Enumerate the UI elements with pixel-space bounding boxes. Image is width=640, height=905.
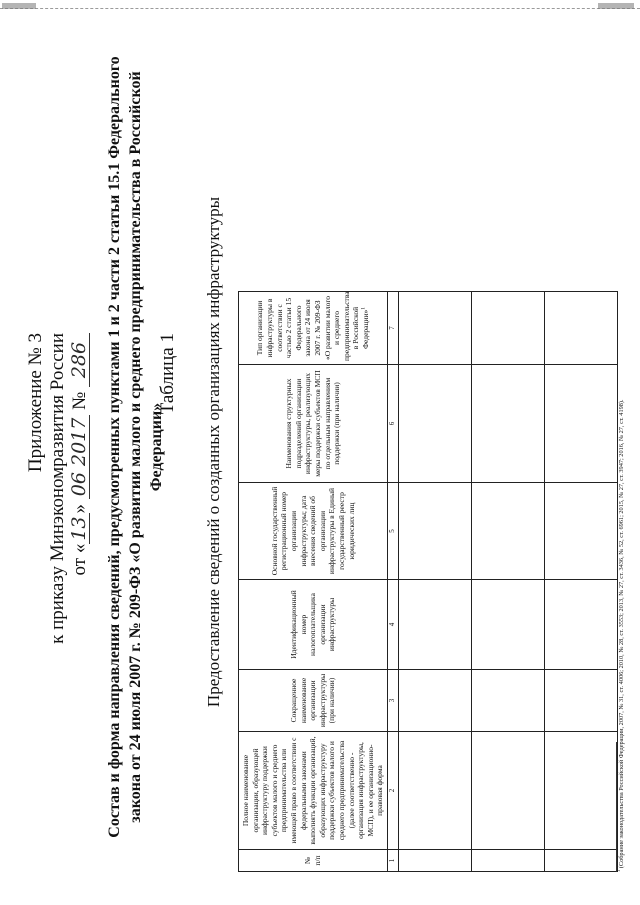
header-cell-text: Тип организации инфраструктуры в соответствии с частью 2 статьи 15 Федерального закона от 24 июля 2007 г. № 209-ФЗ «О развитии малого и среднего предпринимательства в Российской Федерации»	[255, 291, 370, 361]
annex-date-line	[69, 333, 91, 575]
infrastructure-table	[238, 291, 618, 872]
scan-edge-line	[0, 8, 640, 9]
rotated-document-sheet	[20, 17, 625, 887]
header-cell: Сокращенное наименование организации инфраструктуры (при наличии)	[239, 670, 388, 732]
header-cell: Основной государственный регистрационный номер организации инфраструктуры; дата внесения сведений об организации инфраструктуры в Единый государственный реестр юридических лиц	[239, 483, 388, 580]
table-row-empty	[471, 292, 544, 872]
date-prefix: от «	[69, 543, 90, 576]
table-header-row	[239, 292, 388, 872]
table-cell	[398, 850, 471, 872]
table-cell	[398, 670, 471, 732]
table-cell	[544, 365, 617, 483]
table-cell	[398, 365, 471, 483]
table-cell	[398, 483, 471, 580]
table-cell	[398, 292, 471, 365]
table-cell	[544, 732, 617, 850]
footnote	[615, 399, 626, 872]
table-cell	[398, 732, 471, 850]
date-quote: »	[69, 503, 90, 514]
header-cell-with-footnote	[239, 292, 388, 365]
table-cell	[398, 580, 471, 670]
table-cell	[544, 670, 617, 732]
table-cell	[544, 483, 617, 580]
column-number: 5	[387, 483, 398, 580]
table-cell	[471, 483, 544, 580]
table-row-empty	[544, 292, 617, 872]
header-cell: № п/п	[239, 850, 388, 872]
header-cell: Идентификационный номер налогоплательщика организации инфраструктуры	[239, 580, 388, 670]
table-cell	[544, 850, 617, 872]
table-cell	[471, 732, 544, 850]
column-number: 6	[387, 365, 398, 483]
table-cell	[471, 292, 544, 365]
footnote-mark: 1	[615, 869, 621, 872]
column-number: 3	[387, 670, 398, 732]
header-cell: Наименования структурных подразделений организации инфраструктуры, реализующих меры поддержки субъектов МСП по отдельным направлениям поддержки (при наличии)	[239, 365, 388, 483]
table-cell	[544, 292, 617, 365]
table-label: Таблица 1	[157, 333, 178, 415]
document-title: Состав и форма направления сведений, предусмотренных пунктами 1 и 2 части 2 статьи 15.1 Федерального закона от 24 июля 2007 г. № 209-ФЗ «О развитии малого и среднего предпринимательства в Российской Федерации»	[106, 56, 165, 838]
header-cell: Полное наименование организации, образующей инфраструктуру поддержки субъектов малого и среднего предпринимательства или имеющей право в соответствии с федеральными законами выполнять функции организаций, образующих инфраструктуру поддержки субъектов малого и среднего предпринимательства (далее соответственно - организация инфраструктуры, МСП), и ее организационно-правовая форма	[239, 732, 388, 850]
table-cell	[471, 670, 544, 732]
column-number: 2	[387, 732, 398, 850]
annex-order-line: к приказу Минэкономразвития России	[47, 333, 68, 644]
scan-edge-mark	[598, 3, 634, 9]
footnote-text: (Собрание законодательства Российской Федерации, 2007, № 31, ст. 4006; 2010, № 28, ст. 3553; 2013, № 27, ст. 3436, № 52, ст. 6961; 2015, № 27, ст. 3947; 2016, № 27, ст. 4198).	[618, 399, 625, 869]
table-cell	[544, 580, 617, 670]
table-cell	[471, 580, 544, 670]
column-number: 1	[387, 850, 398, 872]
date-day-handwritten: 13	[69, 513, 90, 543]
column-number: 7	[387, 292, 398, 365]
table-row-empty	[398, 292, 471, 872]
footnote-separator	[616, 742, 617, 872]
number-prefix: №	[69, 391, 90, 410]
table-subtitle: Предоставление сведений о созданных организациях инфраструктуры	[204, 196, 223, 708]
column-number: 4	[387, 580, 398, 670]
footnote-reference: 1	[360, 307, 367, 310]
table-cell	[471, 850, 544, 872]
table-cell	[471, 365, 544, 483]
date-month-year-handwritten: 06 2017	[69, 415, 90, 500]
order-number-handwritten: 286	[69, 333, 90, 387]
scan-edge-mark	[2, 3, 36, 9]
column-number-row	[387, 292, 398, 872]
annex-title: Приложение № 3	[25, 333, 46, 473]
